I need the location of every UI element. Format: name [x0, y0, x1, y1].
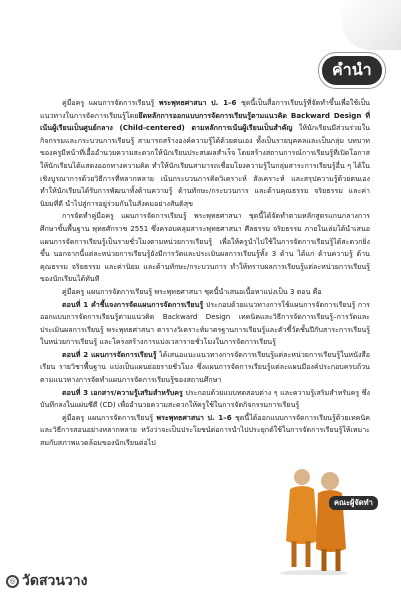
bold-run: ยึดหลักการออกแบบการจัดการเรียนรู้ตามแนวคิด Backward Design ที่เน้นผู้เรียนเป็นศูนย์กลาง (Child-centered) ตามหลักการเน้นผู้เรียนเป็นสำคัญ [40, 110, 370, 133]
text-run: ได้เสนอแนะแนวทางการจัดการเรียนรู้แต่ละหน่วยการเรียนรู้ในหนังสือเรียน รายวิชาพื้นฐาน แบ่งเป็นแผนย่อยรายชั่วโมง ซึ่งแผนการจัดการเรียนรู้แต่ละแผนมีองค์ประกอบครบถ้วนตามแนวทางการจัดทำแผนการจัดการเรียนรู้ของสถานศึกษา [40, 349, 370, 385]
text-run: ชุดนี้ได้ออกแบบการจัดการเรียนรู้ด้วยเทคนิคและวิธีการสอนอย่างหลากหลาย หวังว่าจะเป็นประโยชน์ต่อการนำไปประยุกต์ใช้ในการจัดการเรียนรู้ให้เหมาะสมกับสภาพแวดล้อมของนักเรียนต่อไป [40, 412, 370, 448]
page-title: คำนำ [322, 56, 382, 85]
preface-paragraph [40, 97, 370, 210]
preface-paragraph [40, 210, 370, 286]
bold-run: ตอนที่ 2 แผนการจัดการเรียนรู้ [62, 349, 157, 359]
text-run: ประกอบด้วยแนวทางการใช้แผนการจัดการเรียนรู้ การออกแบบการจัดการเรียนรู้ตามแนวคิด Backward Design เทคนิคและวิธีการจัดการเรียนรู้–การวัดและประเมินผลการเรียนรู้ พระพุทธศาสนา ตารางวิเคราะห์มาตรฐานการเรียนรู้และตัวชี้วัดชั้นปีกับสาระการเรียนรู้ในหน่วยการเรียนรู้ และโครงสร้างการแบ่งเวลารายชั่วโมงในการจัดการเรียนรู้ [40, 299, 370, 347]
bold-run: ตอนที่ 1 คำชี้แจงการจัดแผนการจัดการเรียนรู้ [62, 299, 204, 309]
corner-decoration [341, 0, 401, 50]
preface-paragraph [40, 412, 370, 450]
bold-run: พระพุทธศาสนา ป. 1–6 [156, 412, 232, 422]
preface-paragraph [40, 299, 370, 349]
footer-brand [6, 570, 88, 592]
text-run: คู่มือครู แผนการจัดการเรียนรู้ [62, 412, 157, 422]
preface-paragraph [40, 349, 370, 387]
text-run: ชุดนี้เป็นสื่อการเรียนรู้ที่จัดทำขึ้นเพื่อใช้เป็นแนวทางในการจัดการเรียนรู้โดย [40, 98, 370, 120]
monk-illustration [272, 455, 356, 575]
text-run: ประกอบด้วยแบบทดสอบต่าง ๆ และความรู้เสริมสำหรับครู ซึ่งบันทึกลงในแผ่นซีดี (CD) เพื่ออำนวยความสะดวกให้ครูใช้ในการจัดกิจกรรมการเรียนรู้ [40, 387, 370, 410]
brand-name: วัดสวนวาง [22, 573, 88, 589]
text-run: คู่มือครู แผนการจัดการเรียนรู้ [62, 98, 159, 107]
brand-icon: ◎ [6, 575, 19, 588]
text-run: การจัดทำคู่มือครู แผนการจัดการเรียนรู้ พระพุทธศาสนา ชุดนี้ได้จัดทำตามหลักสูตรแกนกลางการศึกษาขั้นพื้นฐาน พุทธศักราช 2551 ซึ่งครอบคลุมสาระพุทธศาสนา ศีลธรรม จริยธรรม ภายในเล่มได้นำเสนอแผนการจัดการเรียนรู้เป็นรายชั่วโมงตามหน่วยการเรียนรู้ เพื่อให้ครูนำไปใช้ในการจัดการเรียนรู้ได้สะดวกยิ่งขึ้น นอกจากนี้แต่ละหน่วยการเรียนรู้ยังมีการวัดและประเมินผลการเรียนรู้ทั้ง 3 ด้าน ได้แก่ ด้านความรู้ ด้านคุณธรรม จริยธรรม และค่านิยม และด้านทักษะ/กระบวนการ ทำให้ทราบผลการเรียนรู้แต่ละหน่วยการเรียนรู้ของนักเรียนได้ทันที [40, 211, 370, 284]
author-label: คณะผู้จัดทำ [329, 496, 378, 510]
preface-body [40, 97, 370, 450]
text-run: คู่มือครู แผนการจัดการเรียนรู้ พระพุทธศาสนา ชุดนี้นำเสนอเนื้อหาแบ่งเป็น 3 ตอน คือ [62, 286, 322, 296]
text-run: ให้นักเรียนมีส่วนร่วมในกิจกรรมและกระบวนการเรียนรู้ สามารถสร้างองค์ความรู้ได้ด้วยตนเอง ทั้งเป็นรายบุคคลและเป็นกลุ่ม บทบาทของครูมีหน้าที่เอื้ออำนวยความสะดวกให้นักเรียนประสบผลสำเร็จ โดยสร้างสถานการณ์การเรียนรู้ที่เปิดโอกาสให้นักเรียนได้แสดงออกทางความคิด ทำให้นักเรียนสามารถเชื่อมโยงความรู้ในกลุ่มสาระการเรียนรู้อื่น ๆ ได้ในเชิงบูรณาการด้วยวิธีการที่หลากหลาย เน้นกระบวนการคิดวิเคราะห์ สังเคราะห์ และสรุปความรู้ด้วยตนเอง ทำให้นักเรียนได้รับการพัฒนาทั้งด้านความรู้ ด้านทักษะ/กระบวนการ และด้านคุณธรรม จริยธรรม และค่านิยมที่ดี นำไปสู่การอยู่ร่วมกันในสังคมอย่างสันติสุข [40, 123, 371, 208]
preface-paragraph [40, 387, 370, 412]
bold-run: ตอนที่ 3 เอกสาร/ความรู้เสริมสำหรับครู [62, 387, 183, 397]
preface-paragraph [40, 286, 370, 299]
bold-run: พระพุทธศาสนา ป. 1–6 [158, 98, 237, 107]
